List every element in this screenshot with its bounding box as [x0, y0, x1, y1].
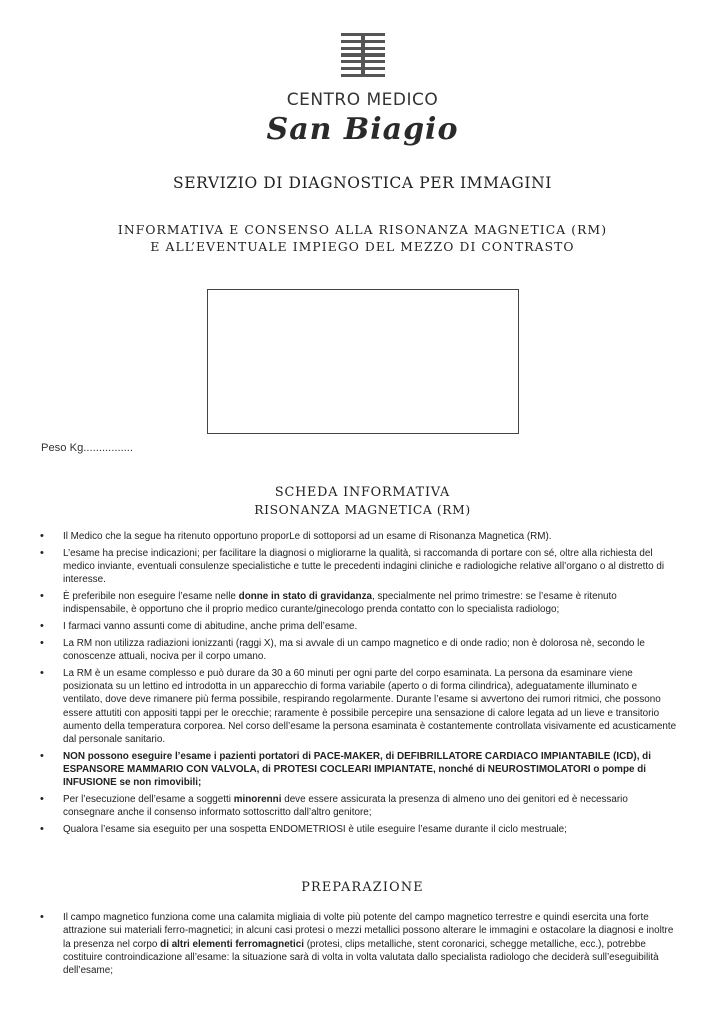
- scheda-bullet-list: [38, 530, 678, 840]
- section-title-preparazione: PREPARAZIONE: [301, 880, 424, 895]
- list-item: • Qualora l’esame sia eseguito per una sospetta ENDOMETRIOSI è utile eseguire l’esame durante il ciclo mestruale;: [38, 823, 678, 836]
- weight-field-label: Peso Kg................: [41, 442, 134, 454]
- document-title-line-2: E ALL’EVENTUALE IMPIEGO DEL MEZZO DI CONTRASTO: [150, 240, 575, 254]
- list-item: • Il Medico che la segue ha ritenuto opportuno proporLe di sottoporsi ad un esame di Risonanza Magnetica (RM).: [38, 530, 678, 543]
- list-item: • NON possono eseguire l’esame i pazienti portatori di PACE-MAKER, di DEFIBRILLATORE CARDIACO IMPIANTABILE (ICD), di ESPANSORE MAMMARIO CON VALVOLA, di PROTESI COCLEARI IMPIANTATE, nonché di NEUROSTIMOLATORI o pompe di INFUSIONE se non rimovibili;: [38, 750, 678, 790]
- clinic-name: San Biagio: [266, 112, 459, 147]
- clinic-logo: [341, 33, 385, 77]
- list-item: • È preferibile non eseguire l’esame nelle donne in stato di gravidanza, specialmente nel primo trimestre: se l’esame è ritenuto indispensabile, è opportuno che il proprio medico curante/ginecologo prenda contatto con lo specialista radiologo;: [38, 590, 678, 617]
- section-subtitle-rm: RISONANZA MAGNETICA (RM): [254, 503, 471, 517]
- clinic-line: CENTRO MEDICO: [286, 90, 439, 110]
- document-title-line-1: INFORMATIVA E CONSENSO ALLA RISONANZA MAGNETICA (RM): [117, 223, 608, 237]
- patient-label-box: [207, 289, 519, 434]
- list-item: • La RM non utilizza radiazioni ionizzanti (raggi X), ma si avvale di un campo magnetico e di onde radio; non è dolorosa nè, secondo le conoscenze attuali, nociva per il corpo umano.: [38, 637, 678, 664]
- list-item: • Per l’esecuzione dell’esame a soggetti minorenni deve essere assicurata la presenza di almeno uno dei genitori ed è necessario consegnare anche il consenso informato sottoscritto dall’altro genitore;: [38, 793, 678, 820]
- service-title: SERVIZIO DI DIAGNOSTICA PER IMMAGINI: [172, 174, 552, 192]
- section-title-scheda: SCHEDA INFORMATIVA: [274, 485, 451, 500]
- list-item: • Il campo magnetico funziona come una calamita migliaia di volte più potente del campo magnetico terrestre e quindi esercita una forte attrazione sui materiali ferro-magnetici; in alcuni casi protesi o mezzi metallici possono alterare le immagini e ostacolare la diagnosi e inoltre la presenza nel corpo di altri elementi ferromagnetici (protesi, clips metalliche, stent coronarici, schegge metalliche, ecc.), potrebbe costituire controindicazione all’esame: la situazione sarà di volta in volta valutata dallo specialista radiologo che deciderà sull’eseguibilità dell’esame;: [38, 911, 678, 977]
- preparazione-bullet-list: [38, 911, 678, 981]
- list-item: • La RM è un esame complesso e può durare da 30 a 60 minuti per ogni parte del corpo esaminata. La persona da esaminare viene posizionata su un lettino ed introdotta in un apparecchio di forma variabile (aperto o di forma cilindrica), adeguatamente illuminato e ventilato, dove deve rimanere più ferma possibile, respirando regolarmente. Durante l’esame si avvertono dei rumori ritmici, che possono essere attutiti con appositi tappi per le orecchie; raramente è possibile percepire una sensazione di calore legata ad un lieve e transitorio aumento della temperatura corporea. Nel corso dell’esame la persona esaminata è costantemente controllata visivamente ed acusticamente dal personale sanitario.: [38, 667, 678, 747]
- list-item: • I farmaci vanno assunti come di abitudine, anche prima dell’esame.: [38, 620, 678, 633]
- list-item: • L’esame ha precise indicazioni; per facilitare la diagnosi o migliorarne la qualità, si raccomanda di portare con sé, oltre alla richiesta del medico inviante, eventuali consulenze specialistiche e tutte le precedenti indagini cliniche e radiologiche relative all’organo o al distretto di interesse.: [38, 547, 678, 587]
